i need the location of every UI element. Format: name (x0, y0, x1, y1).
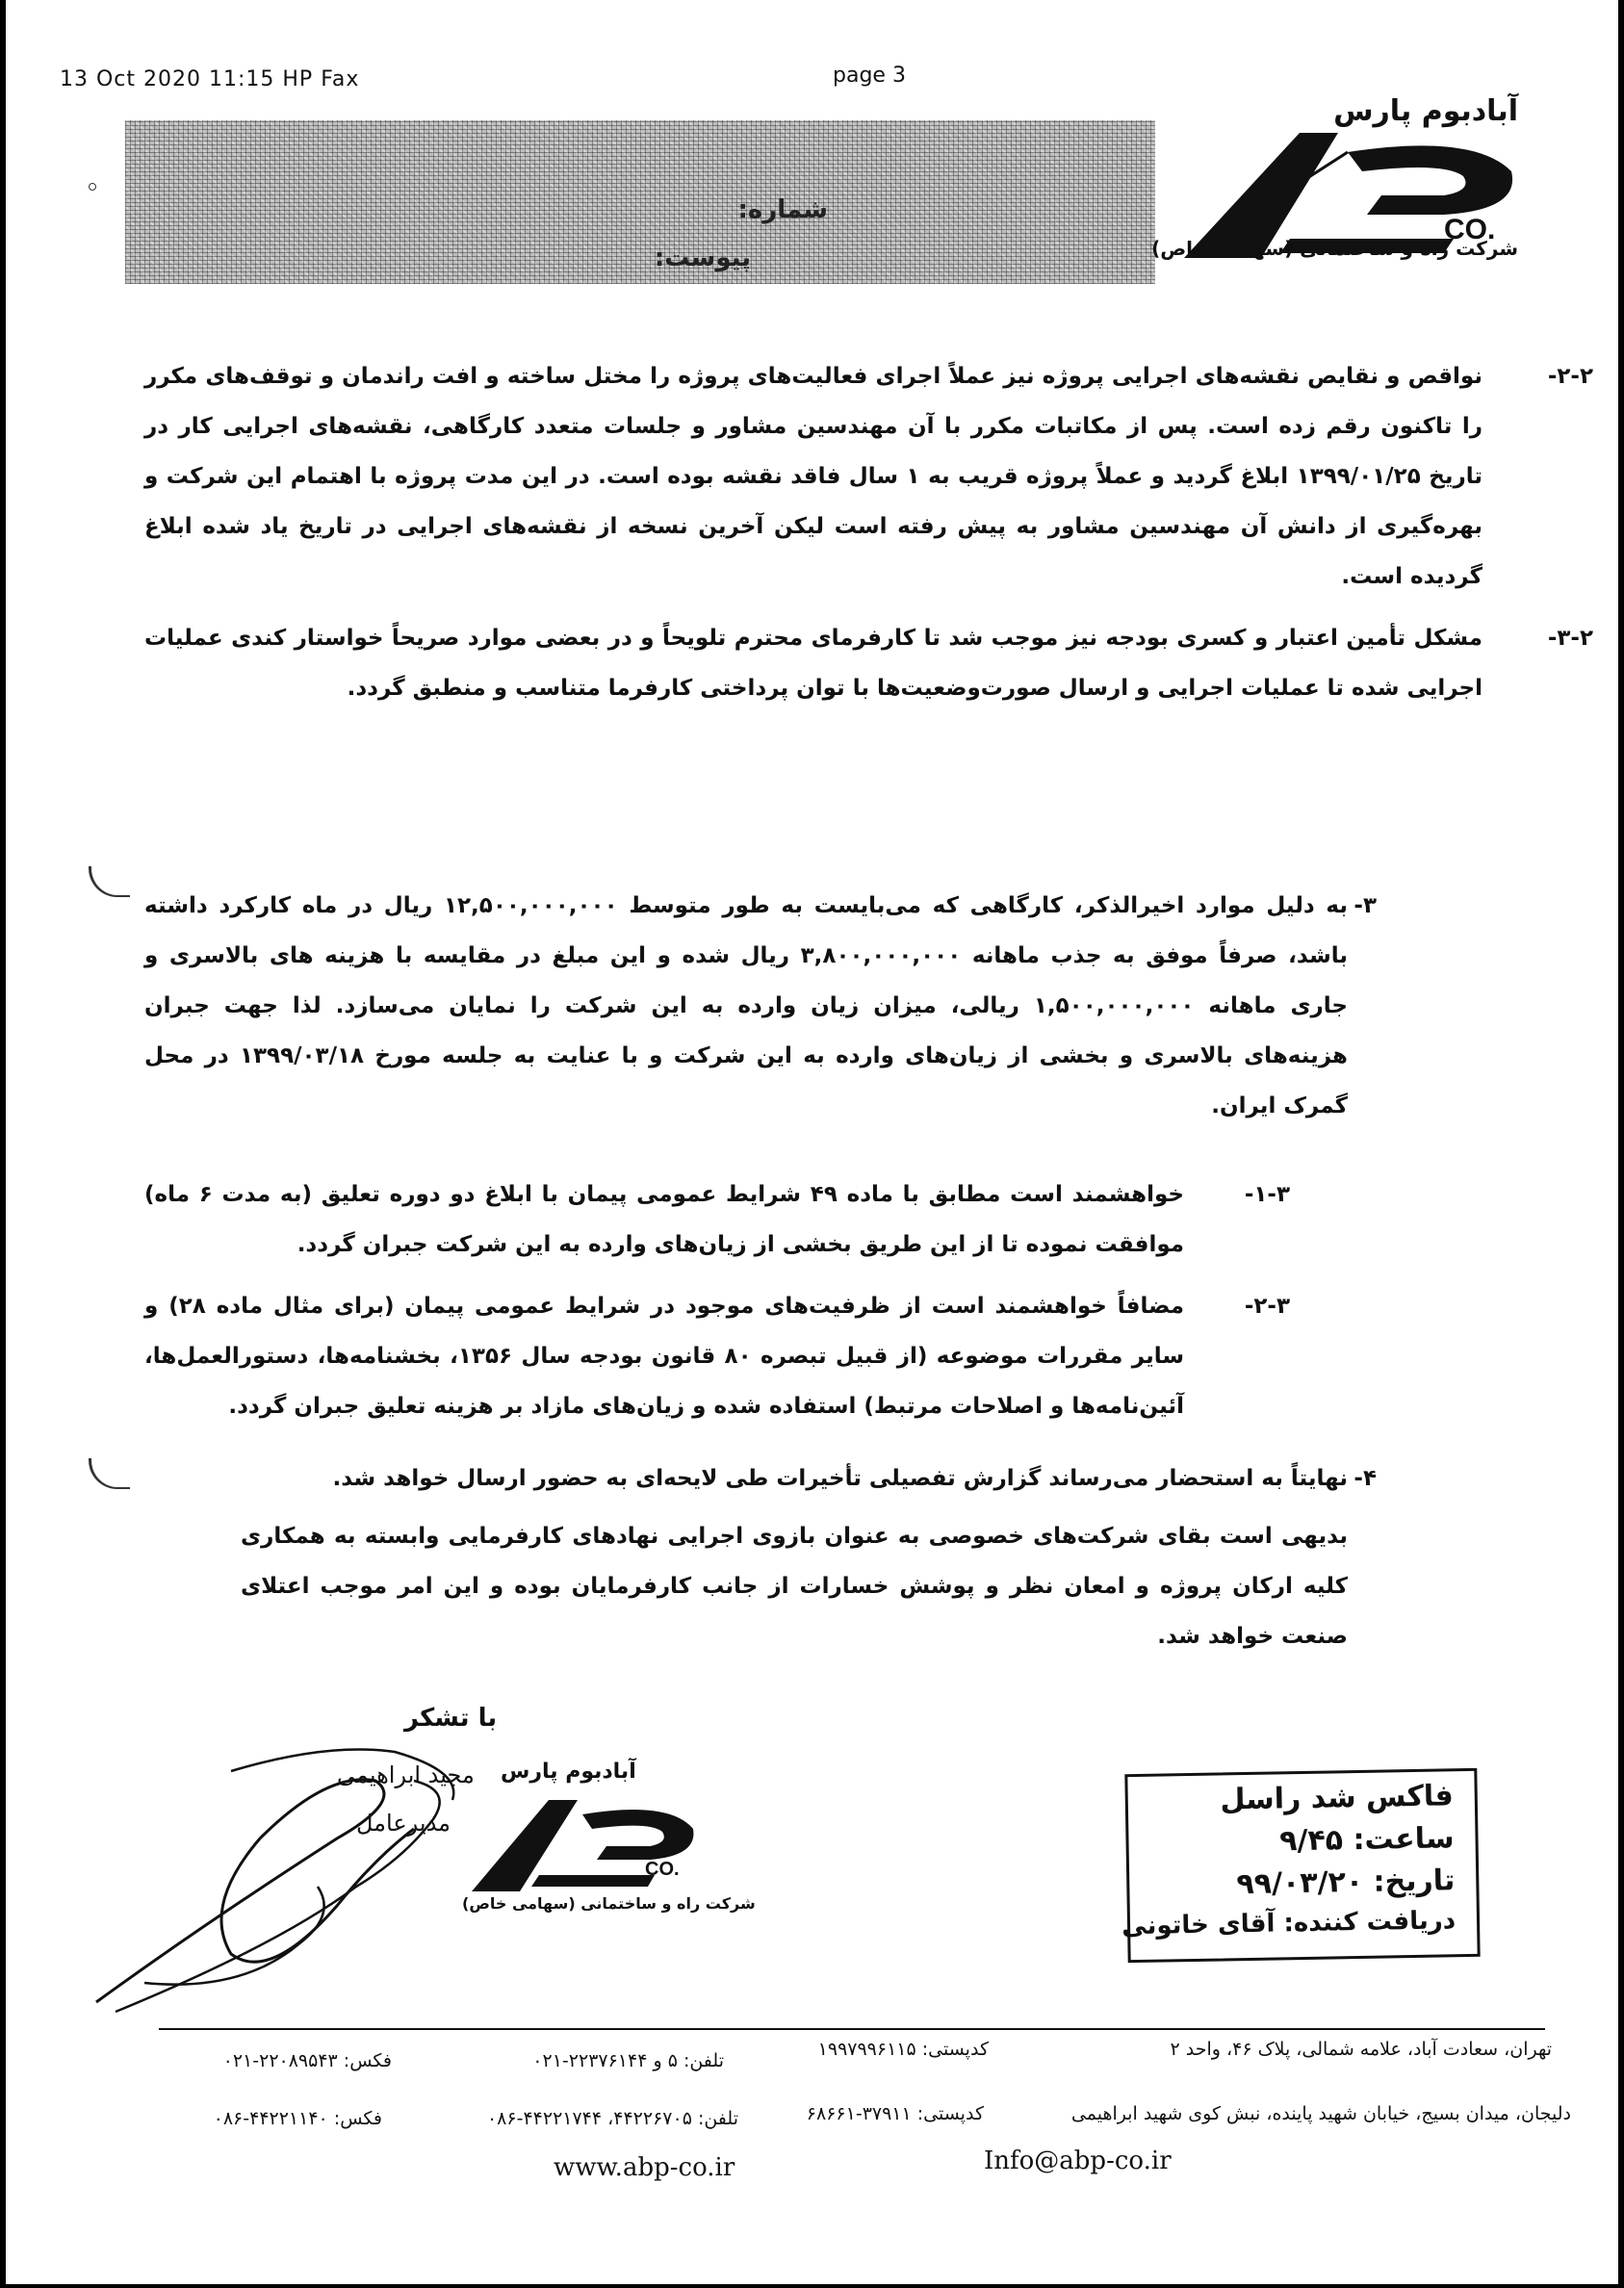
paragraph-number: ۳-۲- (1547, 626, 1593, 651)
signer-name: مجید ابراهیمی (337, 1761, 475, 1788)
delijan-fax: فکس: ۴۴۲۲۱۱۴۰-۰۸۶ (213, 2108, 382, 2129)
paragraph-number: ۴- (1353, 1466, 1377, 1491)
company-name: آبادبوم پارس (1333, 94, 1518, 128)
letter-body (144, 351, 1593, 713)
signer-title: مدیرعامل (356, 1810, 451, 1837)
fax-page-number: page 3 (833, 64, 906, 88)
tehran-postal-code: کدپستی: ۱۹۹۷۹۹۶۱۱۵ (817, 2039, 989, 2060)
tehran-phone: تلفن: ۵ و ۲۲۳۷۶۱۴۴-۰۲۱ (532, 2050, 724, 2071)
closing-phrase: با تشکر (404, 1704, 498, 1733)
fax-header: 13 Oct 2020 11:15 HP Fax (60, 67, 360, 91)
company-name-small: آبادبوم پارس (501, 1760, 636, 1784)
number-label: شماره: (737, 195, 828, 224)
stamp-receiver: دریافت کننده: آقای خاتونی (1121, 1906, 1456, 1941)
paragraph-3-1 (144, 1170, 1290, 1270)
company-email[interactable]: Info@abp-co.ir (984, 2147, 1172, 2175)
paragraph-text: به دلیل موارد اخیرالذکر، کارگاهی که می‌بایست به طور متوسط ۱۲,۵۰۰,۰۰۰,۰۰۰ ریال در ماه کارکرد داشته باشد، صرفاً موفق به جذب ماهانه ۳,۸۰۰,۰۰۰,۰۰۰ ریال شده و این مبلغ در مقایسه با هزینه های بالاسری و جاری ماهانه ۱,۵۰۰,۰۰۰,۰۰۰ ریالی، میزان زیان وارده به این شرکت را نمایان می‌سازد. لذا جهت جبران هزینه‌های بالاسری و بخشی از زیان‌های وارده به این شرکت و با عنایت به جلسه مورخ ۱۳۹۹/۰۳/۱۸ در محل گمرک ایران. (144, 893, 1348, 1118)
logo-co-text: CO. (645, 1859, 680, 1880)
logo-co-text: CO. (1444, 214, 1496, 245)
letter-body-section-3 (144, 881, 1377, 1131)
fax-received-stamp (1121, 1768, 1480, 1963)
paragraph-number: ۳- (1353, 893, 1377, 918)
paragraph-text: خواهشمند است مطابق با ماده ۴۹ شرایط عمومی پیمان با ابلاغ دو دوره تعلیق (به مدت ۶ ماه) موافقت نموده تا از این طریق بخشی از زیان‌های وارده به این شرکت جبران گردد. (144, 1182, 1185, 1257)
paragraph-text: مضافاً خواهشمند است از ظرفیت‌های موجود در شرایط عمومی پیمان (برای مثال ماده ۲۸) و سایر مقررات موضوعه (از قبیل تبصره ۸۰ قانون بودجه سال ۱۳۵۶، بخشنامه‌ها، دستورالعمل‌ها، آئین‌نامه‌ها و اصلاحات مرتبط) استفاده شده و زیان‌های مازاد بر هزینه تعلیق جبران گردد. (144, 1294, 1184, 1419)
paragraph-text: نهایتاً به استحضار می‌رساند گزارش تفصیلی تأخیرات طی لایحه‌ای به حضور ارسال خواهد شد. (332, 1466, 1348, 1491)
delijan-postal-code: کدپستی: ۳۷۹۱۱-۶۸۶۶۱ (806, 2103, 984, 2124)
paragraph-text: نواقص و نقایص نقشه‌های اجرایی پروژه نیز عملاً اجرای فعالیت‌های پروژه را مختل ساخته و افت راندمان و توقف‌های مکرر را تاکنون رقم زده است. پس از مکاتبات مکرر با آن مهندسین مشاور و جلسات متعدد کارگاهی، نقشه‌های اجرایی کار در تاریخ ۱۳۹۹/۰۱/۲۵ ابلاغ گردید و عملاً پروژه قریب به ۱ سال فاقد نقشه بوده است. در این مدت پروژه با اهتمام این شرکت و بهره‌گیری از دانش آن مهندسین مشاور به پیش رفته است لیکن آخرین نسخه از نقشه‌های اجرایی در تاریخ یاد شده ابلاغ گردیده است. (144, 364, 1483, 589)
paragraph-3-2 (144, 1281, 1290, 1431)
paragraph-2-3 (144, 613, 1593, 713)
footer-divider (159, 2028, 1545, 2030)
company-subtitle-small: شرکت راه و ساختمانی (سهامی خاص) (462, 1894, 756, 1913)
tehran-fax: فکس: ۲۲۰۸۹۵۴۳-۰۲۱ (222, 2050, 392, 2071)
paragraph-number: ۱-۳- (1244, 1182, 1290, 1207)
stamp-time: ساعت: ۹/۴۵ (1278, 1821, 1455, 1859)
delijan-phone: تلفن: ۴۴۲۲۶۷۰۵، ۴۴۲۲۱۷۴۴-۰۸۶ (486, 2108, 738, 2129)
paragraph-text: مشکل تأمین اعتبار و کسری بودجه نیز موجب شد تا کارفرمای محترم تلویحاً و در بعضی موارد صریحاً خواستار کندی عملیات اجرایی شده تا عملیات اجرایی و ارسال صورت‌وضعیت‌ها با توان پرداختی کارفرما متناسب و منطبق گردد. (144, 626, 1482, 701)
paragraph-number: ۲-۲- (1547, 364, 1593, 389)
obscured-letterhead-block (125, 120, 1155, 284)
stamp-line-1: فاکس شد راسل (1220, 1779, 1455, 1817)
company-website[interactable]: www.abp-co.ir (554, 2153, 735, 2182)
company-logo-small (452, 1771, 712, 1896)
letter-body-closing (241, 1511, 1348, 1661)
letter-body-section-4 (241, 1453, 1377, 1504)
paragraph-number: ۲-۳- (1244, 1294, 1290, 1319)
punch-mark (89, 183, 96, 191)
attachment-label: پیوست: (654, 244, 751, 272)
paragraph-closing (241, 1511, 1348, 1661)
stamp-date: تاریخ: ۹۹/۰۳/۲۰ (1236, 1864, 1456, 1902)
tehran-address: تهران، سعادت آباد، علامه شمالی، پلاک ۴۶، واحد ۲ (1170, 2039, 1552, 2060)
paragraph-text: بدیهی است بقای شرکت‌های خصوصی به عنوان بازوی اجرایی نهادهای کارفرمایی وابسته به همکاری کلیه ارکان پروژه و امعان نظر و پوشش خسارات از جانب کارفرمایان بوده و این امر موجب اعتلای صنعت خواهد شد. (241, 1524, 1348, 1649)
paragraph-4 (241, 1453, 1377, 1504)
paragraph-2-2 (144, 351, 1593, 602)
letter-body-section-3-sub (144, 1170, 1290, 1431)
delijan-address: دلیجان، میدان بسیج، خیابان شهید پاینده، نبش کوی شهید ابراهیمی (1070, 2103, 1571, 2124)
company-subtitle: شرکت راه و ساختمانی (سهامی خاص) (1151, 237, 1518, 260)
paragraph-3 (144, 881, 1377, 1131)
